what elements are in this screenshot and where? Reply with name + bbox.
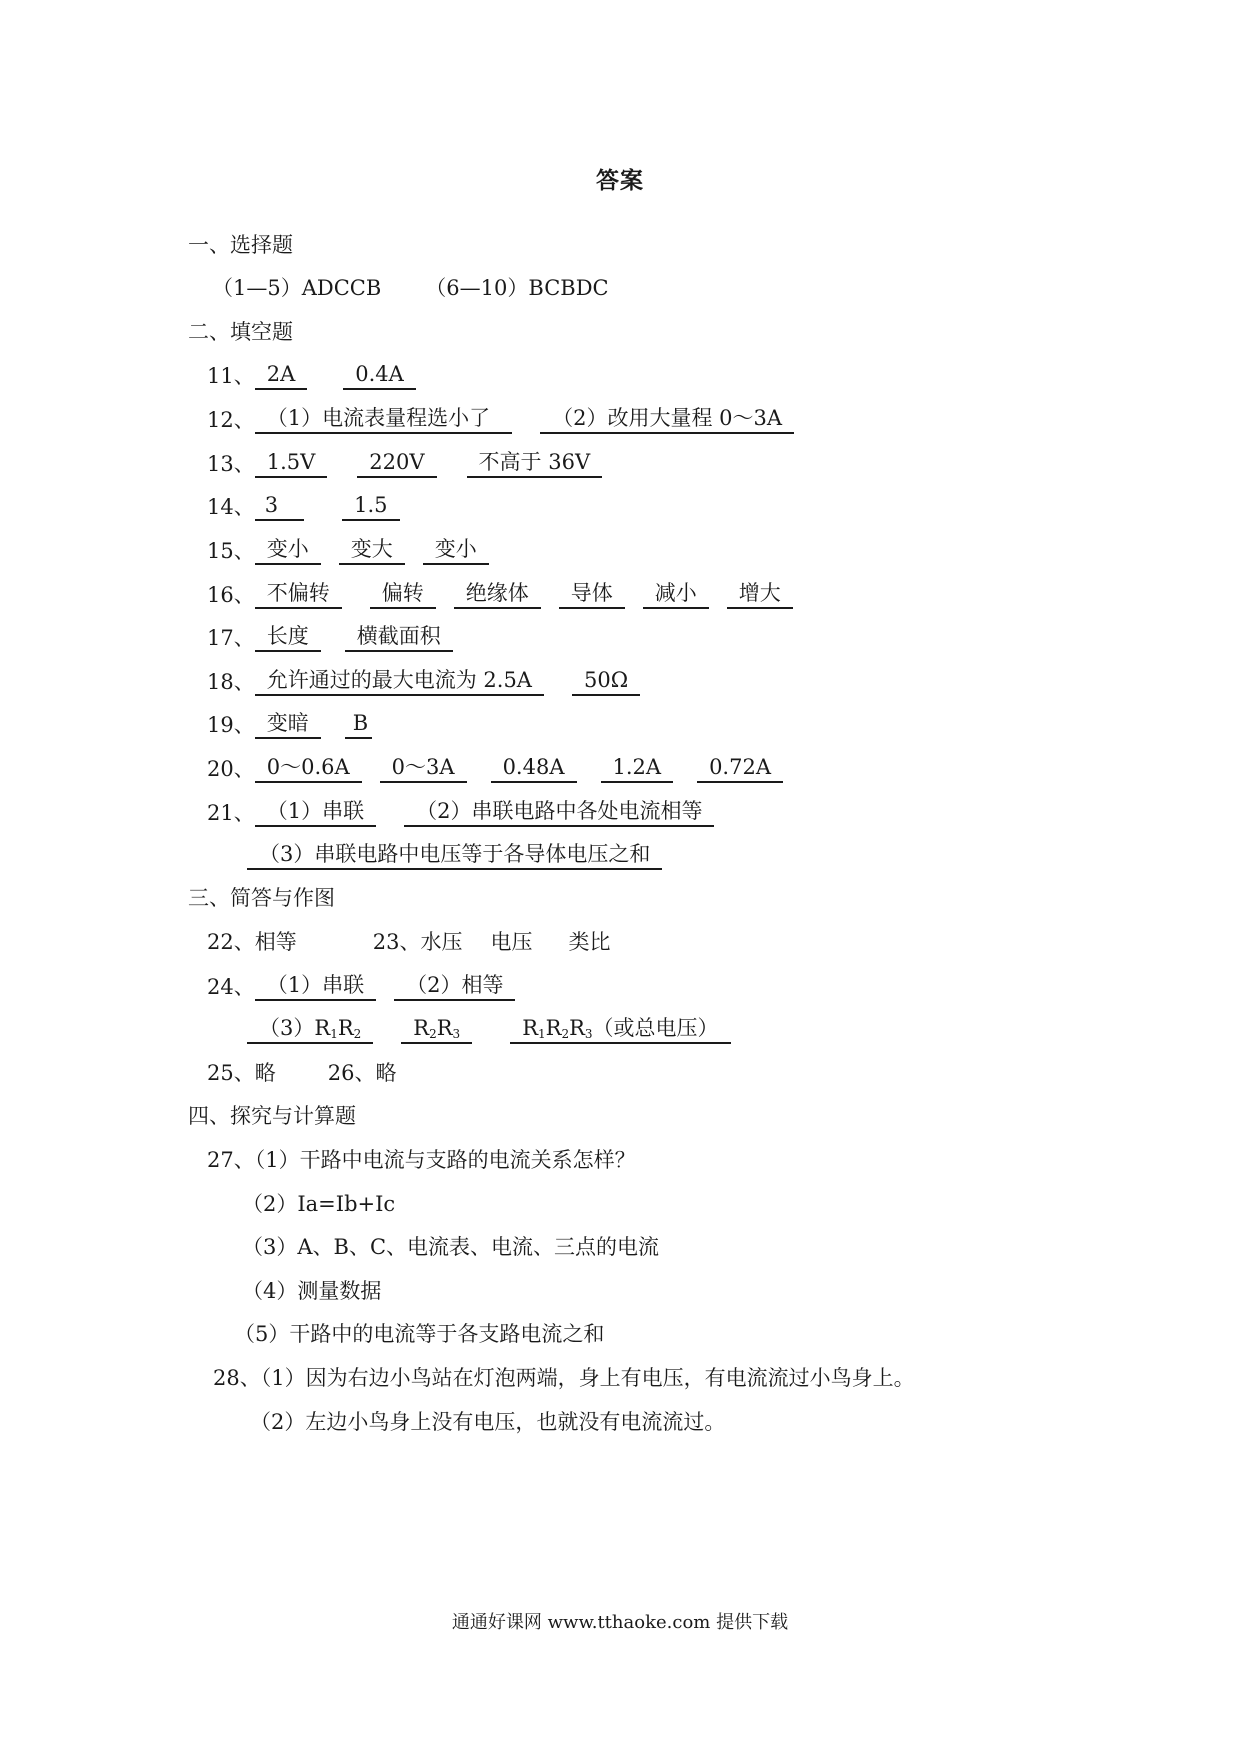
question-number: 18、 (207, 670, 255, 694)
answer-blank: 变暗 (255, 710, 321, 739)
answer-blank: 增大 (727, 580, 793, 609)
blank-suffix: （或总电压） (592, 1016, 719, 1040)
question-number: 16、 (207, 583, 255, 607)
answer-28-line-1: 28、（1）因为右边小鸟站在灯泡两端，身上有电压，有电流流过小鸟身上。 (213, 1366, 915, 1390)
page-title: 答案 (596, 168, 644, 194)
answer-row-13 (207, 449, 602, 478)
choice-answers (212, 274, 609, 302)
answer-blank: 0.4A (343, 361, 416, 390)
answer-row-15 (207, 536, 489, 565)
answer-blank: 不偏转 (255, 580, 342, 609)
answer-28-line-2: （2）左边小鸟身上没有电压，也就没有电流流过。 (250, 1410, 726, 1434)
answer-blank: （1）串联 (255, 972, 376, 1001)
answer-blank: 变小 (423, 536, 489, 565)
answer-blank: 1.5V (255, 449, 328, 478)
answer-blank: 0～3A (380, 754, 467, 783)
answer-27-line-1: 27、（1）干路中电流与支路的电流关系怎样？ (207, 1148, 636, 1172)
answer-23-part3: 类比 (568, 930, 611, 954)
answer-27-line-4: （4）测量数据 (242, 1279, 382, 1303)
answer-row-11 (207, 361, 416, 390)
answer-blank: （2）串联电路中各处电流相等 (404, 798, 714, 827)
question-number: 17、 (207, 626, 255, 650)
answer-row-19 (207, 710, 372, 739)
answer-blank: （2）相等 (394, 972, 515, 1001)
answer-row-12 (207, 405, 794, 434)
answer-blank: 减小 (643, 580, 709, 609)
answer-blank: （1）串联 (255, 798, 376, 827)
answer-blank-r1r2: $(3)R_1R_2$ (247, 1015, 373, 1044)
answer-row-21-cont (247, 841, 662, 870)
question-number: 19、 (207, 713, 255, 737)
answer-blank: （3）串联电路中电压等于各导体电压之和 (247, 841, 662, 870)
answer-blank: 不高于 36V (467, 449, 603, 478)
answer-blank: 50Ω (572, 667, 640, 696)
answer-26: 26、略 (327, 1061, 397, 1085)
answer-27-line-5: （5）干路中的电流等于各支路电流之和 (234, 1322, 605, 1346)
answer-blank: 1.2A (601, 754, 674, 783)
answer-row-20 (207, 754, 783, 783)
section-heading-fill: 二、填空题 (188, 320, 293, 344)
answer-blank: （2）改用大量程 0～3A (540, 405, 794, 434)
choice-answer-6-10: （6—10）BCBDC (425, 276, 609, 300)
answer-blank: 导体 (559, 580, 625, 609)
answer-blank: 2A (255, 361, 308, 390)
blank-prefix: （3） (259, 1016, 315, 1040)
section-heading-inquiry: 四、探究与计算题 (188, 1104, 356, 1128)
answer-22: 22、相等 (207, 930, 297, 954)
answer-blank: 3 (255, 492, 304, 521)
section-heading-short-answer: 三、简答与作图 (188, 886, 335, 910)
answer-blank: （1）电流表量程选小了 (255, 405, 512, 434)
answer-blank: 0.48A (491, 754, 577, 783)
answer-blank-r1r2r3: $R_1R_2R_3$（或总电压） (510, 1015, 730, 1044)
question-number: 13、 (207, 452, 255, 476)
choice-answer-1-5: （1—5）ADCCB (212, 276, 382, 300)
question-number: 21、 (207, 801, 255, 825)
answer-27-line-3: （3）A、B、C、电流表、电流、三点的电流 (242, 1235, 660, 1259)
answer-blank: 横截面积 (345, 623, 453, 652)
section-heading-choice: 一、选择题 (188, 233, 293, 257)
question-number: 15、 (207, 539, 255, 563)
answer-23-part2: 电压 (490, 930, 533, 954)
question-number: 24、 (207, 975, 255, 999)
page-footer: 通通好课网 www.tthaoke.com 提供下载 (451, 1612, 789, 1633)
question-number: 14、 (207, 495, 255, 519)
answer-row-24 (207, 972, 515, 1001)
answer-blank: B (345, 710, 372, 739)
answer-blank-r2r3: $R_2R_3$ (401, 1015, 472, 1044)
question-number: 11、 (207, 364, 255, 388)
answer-row-21 (207, 798, 714, 827)
answer-row-25-26 (207, 1059, 396, 1087)
answer-blank: 1.5 (342, 492, 399, 521)
answer-blank: 0.72A (697, 754, 783, 783)
answer-25: 25、略 (207, 1061, 276, 1085)
answer-27-line-2: （2）Ia=Ib+Ic (242, 1192, 396, 1216)
question-number: 20、 (207, 757, 255, 781)
answer-blank: 变小 (255, 536, 321, 565)
answer-row-22-23 (207, 928, 610, 956)
answer-blank: 偏转 (370, 580, 436, 609)
answer-row-18 (207, 667, 640, 696)
answer-blank: 220V (357, 449, 436, 478)
answer-row-24-cont (247, 1015, 731, 1044)
answer-blank: 0～0.6A (255, 754, 362, 783)
answer-blank: 变大 (339, 536, 405, 565)
answer-row-17 (207, 623, 453, 652)
answer-blank: 长度 (255, 623, 321, 652)
answer-blank: 绝缘体 (454, 580, 541, 609)
answer-23-part1: 23、水压 (372, 930, 463, 954)
answer-row-16 (207, 580, 793, 609)
answer-row-14 (207, 492, 400, 521)
answer-blank: 允许通过的最大电流为 2.5A (255, 667, 544, 696)
question-number: 12、 (207, 408, 255, 432)
